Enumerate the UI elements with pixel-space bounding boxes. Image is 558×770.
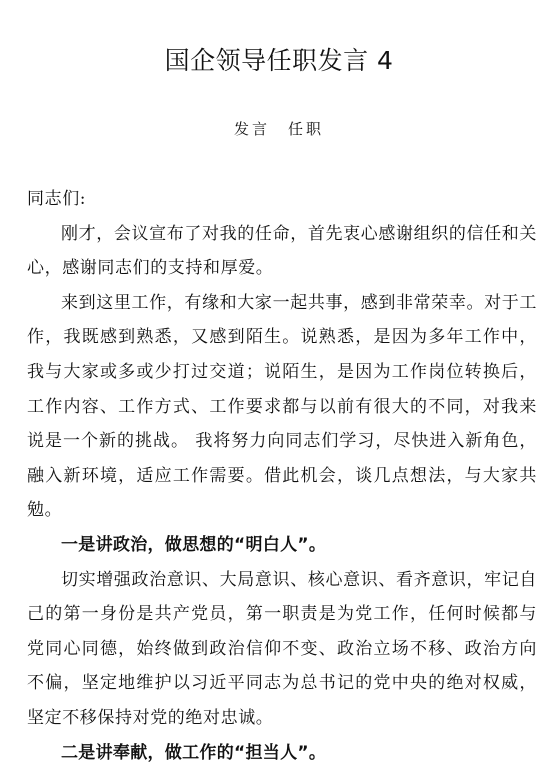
document-body — [27, 182, 537, 770]
salutation: 同志们: — [27, 182, 537, 217]
tag-speech: 发言 — [234, 120, 270, 138]
section-heading-dedication: 二是讲奉献，做工作的“担当人”。 — [27, 736, 537, 770]
paragraph-intro: 来到这里工作，有缘和大家一起共事，感到非常荣幸。对于工作，我既感到熟悉，又感到陌生。说熟悉，是因为多年工作中，我与大家或多或少打过交道；说陌生，是因为工作岗位转换后，工作内容、工作方式、工作要求都与以前有很大的不同，对我来说是一个新的挑战。 我将努力向同志们学习，尽快进入新角色，融入新环境，适应工作需要。借此机会，谈几点想法，与大家共勉。 — [27, 286, 537, 528]
paragraph-politics: 切实增强政治意识、大局意识、核心意识、看齐意识，牢记自己的第一身份是共产党员，第一职责是为党工作，任何时候都与党同心同德，始终做到政治信仰不变、政治立场不移、政治方向不偏，坚定地维护以习近平同志为总书记的党中央的绝对权威，坚定不移保持对党的绝对忠诚。 — [27, 563, 537, 736]
paragraph-thanks: 刚才，会议宣布了对我的任命，首先衷心感谢组织的信任和关心，感谢同志们的支持和厚爱。 — [27, 217, 537, 286]
document-title: 国企领导任职发言 4 — [0, 44, 558, 78]
tag-appointment: 任职 — [288, 120, 324, 138]
document-tags — [0, 118, 558, 140]
section-heading-politics: 一是讲政治，做思想的“明白人”。 — [27, 528, 537, 563]
